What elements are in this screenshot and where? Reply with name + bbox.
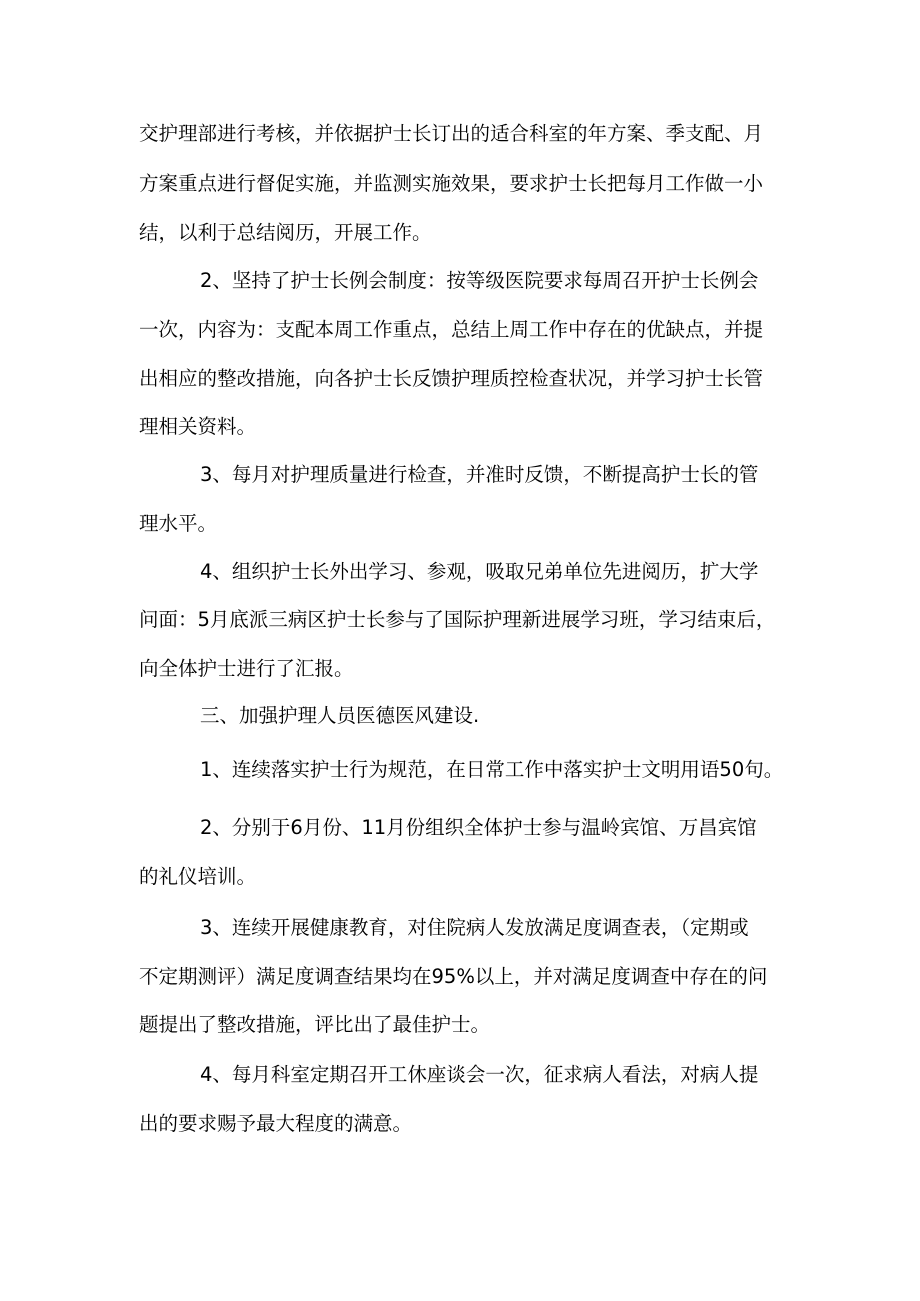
text-line: 向全体护士进行了汇报。 — [139, 657, 354, 680]
text-line: 方案重点进行督促实施，并监测实施效果，要求护士长把每月工作做一小 — [139, 172, 764, 195]
text-line: 一次，内容为：支配本周工作重点，总结上周工作中存在的优缺点，并提 — [139, 318, 764, 341]
text-line: 交护理部进行考核，并依据护士长订出的适合科室的年方案、季支配、月 — [139, 122, 764, 145]
text-line: 理相关资料。 — [139, 415, 257, 438]
text-line: 结，以利于总结阅历，开展工作。 — [139, 221, 432, 244]
section-heading: 三、加强护理人员医德医风建设. — [200, 704, 480, 727]
text-line: 的礼仪培训。 — [139, 865, 257, 888]
text-line: 出相应的整改措施，向各护士长反馈护理质控检查状况，并学习护士长管 — [139, 367, 764, 390]
text-line: 4、组织护士长外出学习、参观，吸取兄弟单位先进阅历，扩大学 — [200, 560, 759, 583]
text-line: 3、连续开展健康教育，对住院病人发放满足度调查表，（定期或 — [200, 916, 749, 939]
text-line: 4、每月科室定期召开工休座谈会一次，征求病人看法，对病人提 — [200, 1063, 759, 1086]
text-line: 2、分别于6月份、11月份组织全体护士参与温岭宾馆、万昌宾馆 — [200, 816, 757, 839]
text-line: 不定期测评）满足度调查结果均在95%以上，并对满足度调查中存在的问 — [139, 965, 768, 988]
text-line: 3、每月对护理质量进行检查，并准时反馈，不断提高护士长的管 — [200, 463, 759, 486]
text-line: 题提出了整改措施，评比出了最佳护士。 — [139, 1013, 491, 1036]
text-line: 出的要求赐予最大程度的满意。 — [139, 1112, 413, 1135]
text-line: 理水平。 — [139, 512, 218, 535]
text-line: 2、坚持了护士长例会制度：按等级医院要求每周召开护士长例会 — [200, 269, 759, 292]
text-line: 1、连续落实护士行为规范，在日常工作中落实护士文明用语50句。 — [200, 758, 784, 781]
text-line: 问面：5月底派三病区护士长参与了国际护理新进展学习班，学习结束后， — [139, 608, 776, 631]
